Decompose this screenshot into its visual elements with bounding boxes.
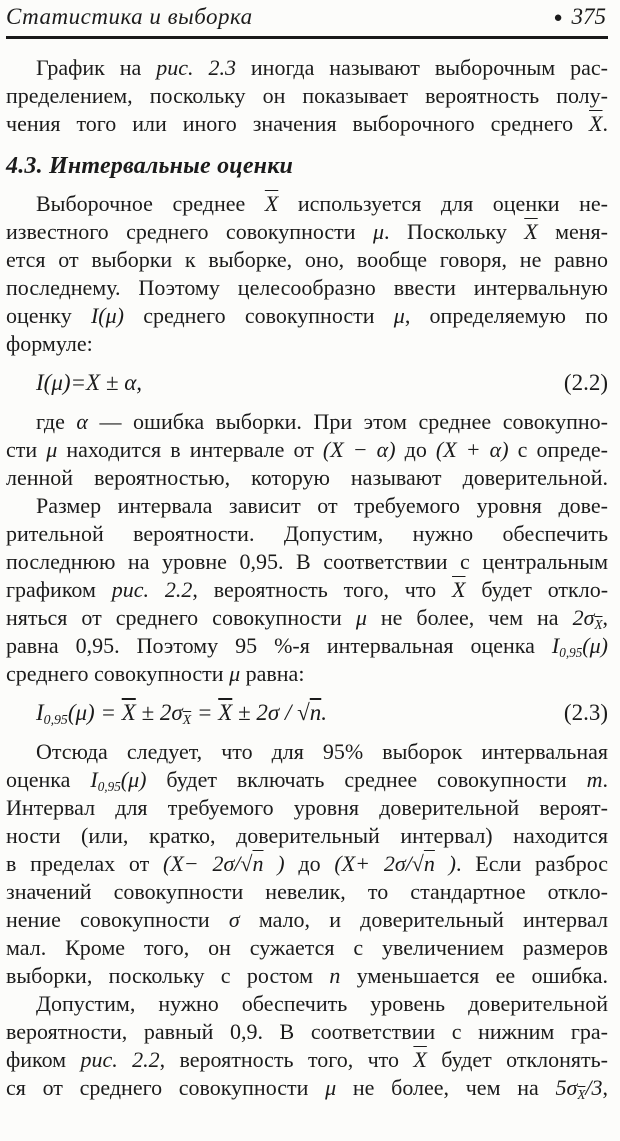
text-segment: чения того или иного значения выборочного среднего: [6, 111, 590, 136]
text-segment: ,: [602, 605, 608, 630]
math-segment: $\overline{X}$: [589, 111, 603, 136]
formula-expression: [36, 698, 327, 735]
text-line: [6, 576, 608, 604]
equation-number: (2.3): [563, 700, 608, 725]
text-line: [6, 822, 608, 850]
math-segment: .: [321, 700, 328, 725]
text-line: [6, 906, 608, 934]
paragraph: [6, 990, 608, 1102]
text-segment: — ошибка выборки. При этом среднее совокупно-: [87, 409, 608, 434]
math-segment: I(μ)=X ± α,: [36, 370, 143, 395]
text-line: [6, 548, 608, 576]
math-segment: =: [191, 700, 219, 725]
math-segment: $\overline{X}$: [121, 700, 136, 725]
text-line: [6, 520, 608, 548]
math-segment: (μ) =: [67, 700, 122, 725]
math-segment: (X + α): [435, 437, 509, 462]
math-segment: n: [423, 851, 435, 876]
math-segment: ± 2σ /: [232, 700, 298, 725]
text-segment: среднего совокупности: [123, 303, 394, 328]
text-line: [6, 632, 608, 660]
text-segment: рис. 2.2: [80, 1047, 160, 1072]
text-line: [6, 990, 608, 1018]
text-line: [6, 82, 608, 110]
text-segment: ется от выборки к выборке, оно, вообще говоря, не равно: [6, 247, 608, 272]
text-line: [6, 1018, 608, 1046]
math-segment: (μ): [582, 633, 608, 658]
text-line: [6, 274, 608, 302]
math-segment: n: [252, 851, 264, 876]
text-line: [6, 436, 608, 464]
text-segment: , вероятность того, что: [192, 577, 453, 602]
text-segment: рис. 2.2: [111, 577, 193, 602]
text-segment: фиком: [6, 1047, 81, 1072]
text-segment: с опреде-: [508, 437, 608, 462]
text-line: [6, 1074, 608, 1102]
text-line: [6, 190, 608, 218]
text-segment: мал. Кроме того, он сужается с увеличением размеров: [6, 935, 608, 960]
text-line: [6, 604, 608, 632]
math-segment: m: [586, 767, 603, 792]
math-segment: √: [411, 851, 424, 876]
math-segment: μ: [229, 661, 241, 686]
text-segment: няться от среднего совокупности: [6, 605, 356, 630]
math-segment: μ: [355, 605, 367, 630]
text-segment: последнюю на уровне 0,95. В соответствии с центральным: [6, 549, 608, 574]
text-segment: ленной вероятностью, которую называют доверительной.: [6, 465, 608, 490]
text-segment: значений совокупности невелик, то стандартное откло-: [6, 879, 608, 904]
text-line: [6, 962, 608, 990]
page-header: [6, 3, 608, 39]
text-segment: ,: [602, 1075, 608, 1100]
math-segment: X: [577, 1086, 586, 1102]
paragraph: [6, 738, 608, 990]
math-segment: (X− 2σ/: [163, 851, 241, 876]
page-number: 375: [571, 4, 606, 29]
text-segment: среднего совокупности: [6, 661, 230, 686]
text-segment: в пределах от: [6, 851, 164, 876]
text-line: [6, 794, 608, 822]
math-segment: X: [594, 616, 603, 632]
math-segment: (X+ 2σ/: [334, 851, 412, 876]
math-segment: 0,95: [43, 712, 68, 728]
text-segment: меня-: [537, 219, 608, 244]
text-segment: , определяемую по: [404, 303, 608, 328]
text-segment: вероятности, равный 0,9. В соответствии с нижним гра-: [6, 1019, 608, 1044]
math-segment: μ: [46, 437, 58, 462]
text-line: [6, 330, 608, 358]
text-line: [6, 218, 608, 246]
math-segment: I: [90, 767, 98, 792]
math-segment: ): [434, 851, 456, 876]
text-segment: выборки, поскольку с ростом: [6, 963, 330, 988]
math-segment: $\overline{X}$: [524, 219, 538, 244]
math-segment: I: [551, 633, 560, 658]
math-segment: √: [297, 700, 310, 725]
text-segment: равна 0,95. Поэтому 95 %-я интервальная оценка: [6, 633, 552, 658]
text-segment: будет отклонять-: [426, 1047, 608, 1072]
math-segment: I: [36, 700, 44, 725]
text-segment: . Поскольку: [384, 219, 525, 244]
text-line: [6, 766, 608, 794]
text-line: [6, 850, 608, 878]
text-segment: до: [284, 851, 335, 876]
paragraph: [6, 190, 608, 358]
text-segment: График на: [36, 55, 157, 80]
text-line: [6, 492, 608, 520]
text-line: [6, 934, 608, 962]
text-segment: иногда называют выборочным рас-: [235, 55, 608, 80]
text-segment: будет включать среднее совокупности: [146, 767, 587, 792]
header-right: [553, 4, 606, 33]
math-segment: I(μ): [90, 303, 124, 328]
math-segment: μ: [393, 303, 405, 328]
math-segment: μ: [325, 1075, 337, 1100]
math-segment: (X − α): [322, 437, 396, 462]
text-segment: сти: [6, 437, 47, 462]
text-segment: не более, чем на: [336, 1075, 556, 1100]
bullet-icon: ●: [553, 10, 563, 26]
text-segment: ся от среднего совокупности: [6, 1075, 326, 1100]
math-segment: $\overline{X}$: [218, 700, 233, 725]
text-segment: находится в интервале от: [57, 437, 323, 462]
math-segment: n: [309, 700, 322, 725]
text-line: [6, 302, 608, 330]
text-segment: графиком: [6, 577, 112, 602]
math-segment: ): [263, 851, 285, 876]
section-heading: 4.3. Интервальные оценки: [6, 153, 294, 179]
text-segment: до: [395, 437, 436, 462]
math-segment: 2σ: [572, 605, 595, 630]
text-segment: мало, и доверительный интервал: [239, 907, 608, 932]
math-segment: $\overline{X}$: [413, 1047, 427, 1072]
page-content: [6, 54, 608, 1102]
text-segment: Отсюда следует, что для 95% выборок интервальная: [36, 739, 608, 764]
text-segment: .: [602, 767, 608, 792]
paragraph: [6, 408, 608, 492]
formula-block: [6, 698, 608, 728]
text-line: [6, 110, 608, 138]
math-segment: σ: [228, 907, 240, 932]
text-segment: пределением, поскольку он показывает вероятность полу-: [6, 83, 608, 108]
math-segment: $\overline{X}$: [452, 577, 466, 602]
math-segment: √: [240, 851, 253, 876]
text-line: [6, 464, 608, 492]
text-segment: формуле:: [6, 331, 93, 356]
equation-number: (2.2): [563, 370, 608, 395]
math-segment: X: [182, 712, 192, 728]
math-segment: (μ): [120, 767, 147, 792]
text-segment: нение совокупности: [6, 907, 229, 932]
text-segment: известного среднего совокупности: [6, 219, 373, 244]
text-segment: будет откло-: [465, 577, 608, 602]
text-segment: . Если разброс: [456, 851, 608, 876]
text-segment: Допустим, нужно обеспечить уровень доверительной: [36, 991, 608, 1016]
text-segment: не более, чем на: [366, 605, 573, 630]
text-line: [6, 738, 608, 766]
math-segment: 5σ: [555, 1075, 578, 1100]
text-line: [6, 246, 608, 274]
text-segment: последнему. Поэтому целесообразно ввести интервальную: [6, 275, 608, 300]
text-line: [6, 408, 608, 436]
running-head: Статистика и выборка: [6, 4, 253, 29]
text-segment: , вероятность того, что: [159, 1047, 414, 1072]
text-segment: рительной вероятности. Допустим, нужно обеспечить: [6, 521, 608, 546]
math-segment: α: [76, 409, 88, 434]
text-segment: уменьшается ее ошибка.: [340, 963, 608, 988]
text-segment: .: [602, 111, 608, 136]
paragraph: [6, 54, 608, 138]
paragraph: [6, 492, 608, 688]
math-segment: μ: [372, 219, 385, 244]
text-line: [6, 54, 608, 82]
text-segment: оценка: [6, 767, 91, 792]
text-segment: Интервал для требуемого уровня доверительной вероят-: [6, 795, 608, 820]
text-segment: равна:: [240, 661, 305, 686]
text-line: [6, 660, 608, 688]
formula-block: [6, 368, 608, 398]
text-line: [6, 1046, 608, 1074]
math-segment: 0,95: [97, 778, 121, 794]
text-segment: ности (или, кратко, доверительный интервал) находится: [6, 823, 608, 848]
text-segment: где: [36, 409, 77, 434]
math-segment: n: [329, 963, 341, 988]
text-segment: Выборочное среднее: [36, 191, 265, 216]
math-segment: 0,95: [559, 644, 583, 660]
math-segment: $\overline{X}$: [264, 191, 279, 216]
text-segment: Размер интервала зависит от требуемого уровня дове-: [36, 493, 608, 518]
text-segment: рис. 2.3: [156, 55, 236, 80]
text-segment: используется для оценки не-: [278, 191, 608, 216]
formula-expression: [36, 368, 142, 398]
text-line: [6, 878, 608, 906]
math-segment: ± 2σ: [135, 700, 183, 725]
text-segment: оценку: [6, 303, 91, 328]
math-segment: /3: [585, 1075, 603, 1100]
